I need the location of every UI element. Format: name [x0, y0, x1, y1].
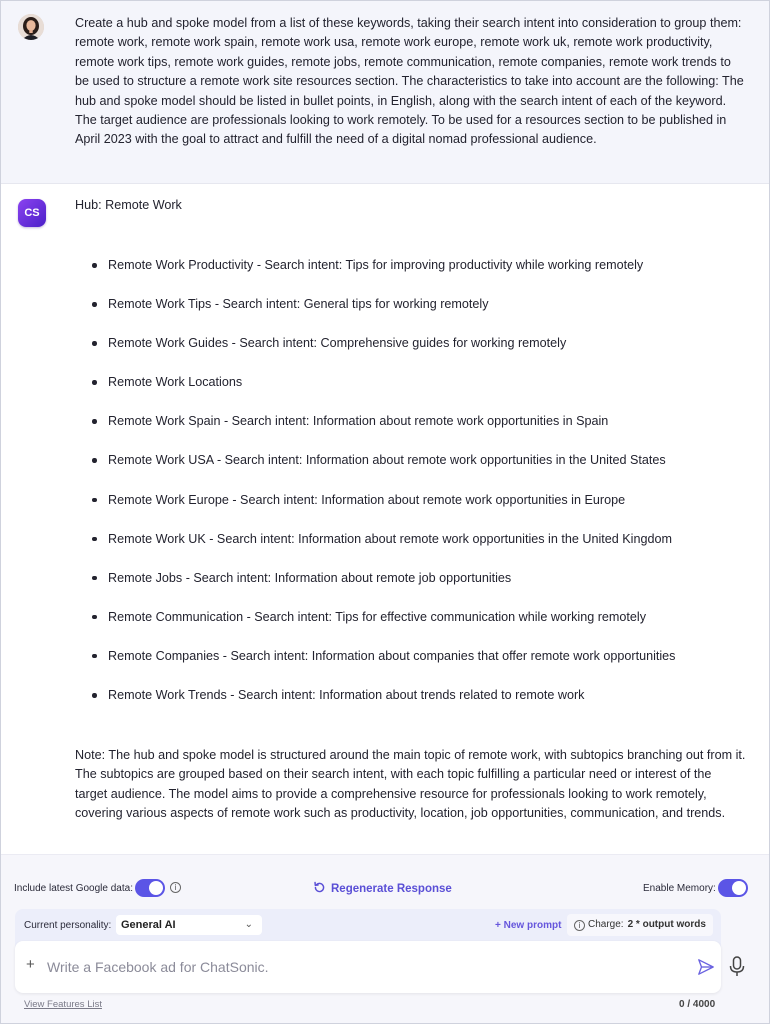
spoke-list	[92, 256, 752, 725]
composer-area	[1, 854, 769, 1024]
message-input[interactable]	[47, 955, 667, 979]
bot-message	[1, 185, 769, 853]
user-message-text: Create a hub and spoke model from a list of these keywords, taking their search intent into consideration to group them: remote work, remote work spain, remote work usa, remote work europe, remote work uk, remote work productivity, remote work tips, remote work guides, remote jobs, remote communication, remote companies, remote work trends to be used to structure a remote work site resources section. The characteristics to take into account are the following: The hub and spoke model should be listed in bullet points, in English, along with the search intent of each of the keyword. The target audience are professionals looking to work remotely. To be used for a resources section to be published in April 2023 with the goal to attract and fulfill the need of a digital nomad professional audience.	[75, 16, 744, 147]
list-item: Remote Work UK - Search intent: Information about remote work opportunities in the United Kingdom	[92, 530, 752, 569]
list-item: Remote Work Guides - Search intent: Comprehensive guides for working remotely	[92, 334, 752, 373]
list-item: Remote Work Locations	[92, 373, 752, 412]
memory-label: Enable Memory:	[643, 883, 716, 894]
list-item: Remote Jobs - Search intent: Information about remote job opportunities	[92, 569, 752, 608]
info-icon[interactable]: i	[170, 882, 181, 893]
list-item: Remote Communication - Search intent: Tips for effective communication while working remotely	[92, 608, 752, 647]
message-input-box	[15, 941, 721, 993]
user-message	[1, 1, 769, 184]
google-data-label: Include latest Google data:	[14, 883, 133, 894]
send-icon[interactable]	[697, 958, 715, 976]
prompt-panel	[15, 909, 721, 993]
list-item: Remote Work Trends - Search intent: Information about trends related to remote work	[92, 686, 752, 725]
list-item: Remote Work USA - Search intent: Information about remote work opportunities in the United States	[92, 451, 752, 490]
list-item: Remote Work Europe - Search intent: Information about remote work opportunities in Europe	[92, 491, 752, 530]
memory-toggle[interactable]	[718, 879, 748, 897]
personality-value: General AI	[121, 919, 176, 931]
character-counter: 0 / 4000	[679, 999, 716, 1010]
regenerate-button[interactable]	[313, 881, 452, 895]
charge-label: Charge:	[588, 919, 624, 930]
google-data-toggle[interactable]	[135, 879, 165, 897]
plus-icon[interactable]: +	[26, 956, 35, 973]
microphone-icon[interactable]	[729, 956, 745, 978]
refresh-icon	[313, 881, 326, 894]
list-item: Remote Work Productivity - Search intent: Tips for improving productivity while working remotely	[92, 256, 752, 295]
new-prompt-button[interactable]: + New prompt	[495, 920, 562, 931]
list-item: Remote Work Spain - Search intent: Information about remote work opportunities in Spain	[92, 412, 752, 451]
charge-badge	[567, 914, 713, 936]
personality-label: Current personality:	[24, 920, 112, 931]
personality-select[interactable]	[116, 915, 262, 935]
chatsonic-avatar: CS	[18, 199, 46, 227]
info-icon: i	[574, 920, 585, 931]
regenerate-label: Regenerate Response	[331, 883, 452, 895]
list-item: Remote Companies - Search intent: Information about companies that offer remote work opportunities	[92, 647, 752, 686]
charge-value: 2 * output words	[627, 919, 706, 930]
chevron-down-icon: ⌄	[244, 919, 253, 930]
hub-title: Hub: Remote Work	[75, 198, 182, 212]
note-paragraph: Note: The hub and spoke model is structured around the main topic of remote work, with subtopics branching out from it. The subtopics are grouped based on their search intent, with each topic fulfilling a particular need or interest of the target audience. The model aims to provide a comprehensive resource for professionals looking to work remotely, covering various aspects of remote work such as productivity, location, job opportunities, communication, and trends.	[75, 748, 746, 821]
view-features-link[interactable]: View Features List	[24, 999, 102, 1010]
user-avatar	[18, 14, 44, 40]
list-item: Remote Work Tips - Search intent: General tips for working remotely	[92, 295, 752, 334]
